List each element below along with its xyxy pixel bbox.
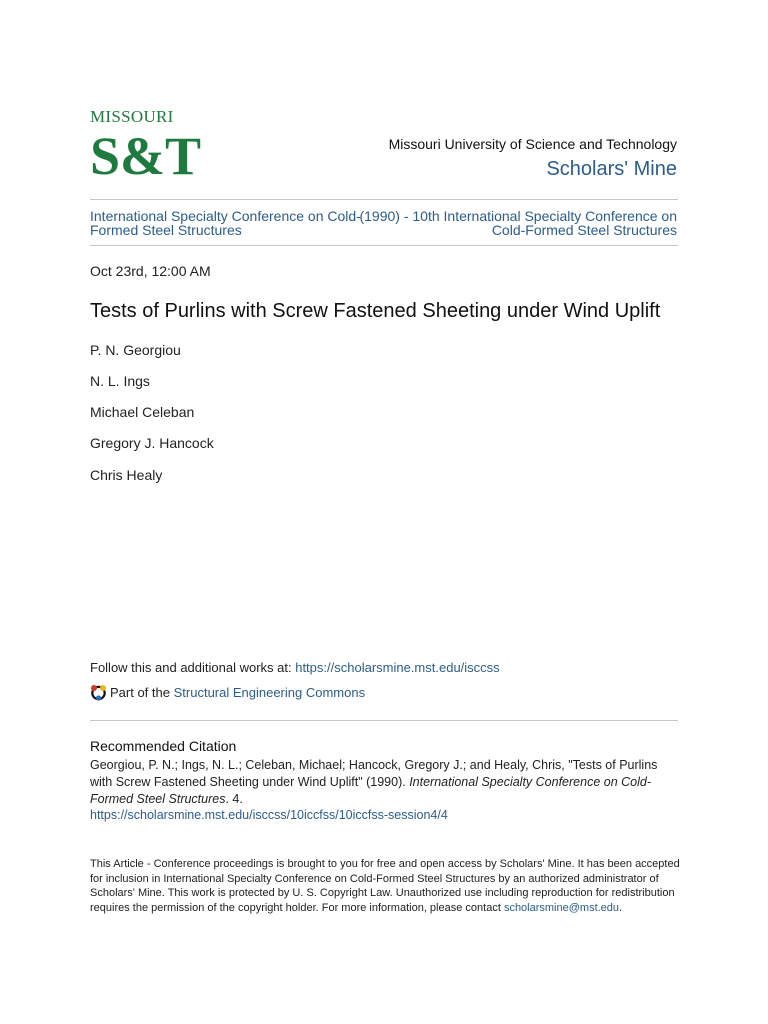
citation-text [90,757,680,808]
access-statement [90,857,680,916]
collection-url-link[interactable]: https://scholarsmine.mst.edu/isccss [295,660,500,675]
citation-journal: International Specialty Conference on Cold-Formed Steel Structures [90,775,651,806]
event-date: Oct 23rd, 12:00 AM [90,263,211,279]
author-name: Gregory J. Hancock [90,435,214,451]
logo-top-text: MISSOURI [90,107,174,126]
follow-line [90,660,500,675]
article-title: Tests of Purlins with Screw Fastened Sheeting under Wind Uplift [90,300,661,322]
access-statement-end: . [619,902,623,915]
repository-link[interactable]: Scholars' Mine [546,158,677,180]
collection-divider [90,245,678,246]
citation-divider [90,720,678,721]
author-name: Chris Healy [90,467,163,483]
structural-engineering-commons-link[interactable]: Structural Engineering Commons [173,685,366,700]
author-name: N. L. Ings [90,373,150,389]
author-name: Michael Celeban [90,404,195,420]
part-of-prefix: Part of the [110,685,170,700]
citation-url-link[interactable]: https://scholarsmine.mst.edu/isccss/10iccfss/10iccfss-session4/4 [90,808,448,822]
author-name: P. N. Georgiou [90,342,181,358]
st-logo-mark [90,126,202,186]
citation-heading: Recommended Citation [90,738,237,754]
logo-mark-text: S&T [90,126,202,186]
citation-main: Georgiou, P. N.; Ings, N. L.; Celeban, Michael; Hancock, Gregory J.; and Healy, Chris, "Tests of Purlins with Screw Fastened Sheeting under Wind Uplift" (1990). [90,758,658,789]
citation-suffix: . 4. [225,792,243,806]
contact-email-link[interactable]: scholarsmine@mst.edu [503,902,620,915]
header-divider [90,199,678,200]
collection-link-proceedings[interactable]: (1990) - 10th International Specialty Conference on Cold-Formed Steel Structures [359,208,677,238]
access-statement-text: This Article - Conference proceedings is brought to you for free and open access by Scholars' Mine. It has been accepted for inclusion in International Specialty Conference on Cold-Formed Steel Structures by an authorized administrator of Scholars' Mine. This work is protected by U. S. Copyright Law. Unauthorized use including reproduction for redistribution requires the permission of the copyright holder. For more information, please contact [90,858,680,915]
university-logo [90,107,202,186]
commons-network-icon [90,684,107,701]
part-of-line [90,684,365,701]
institution-name: Missouri University of Science and Technology [388,136,677,152]
collection-link-conference[interactable]: International Specialty Conference on Cold-Formed Steel Structures [90,208,361,238]
follow-prefix: Follow this and additional works at: [90,660,296,675]
